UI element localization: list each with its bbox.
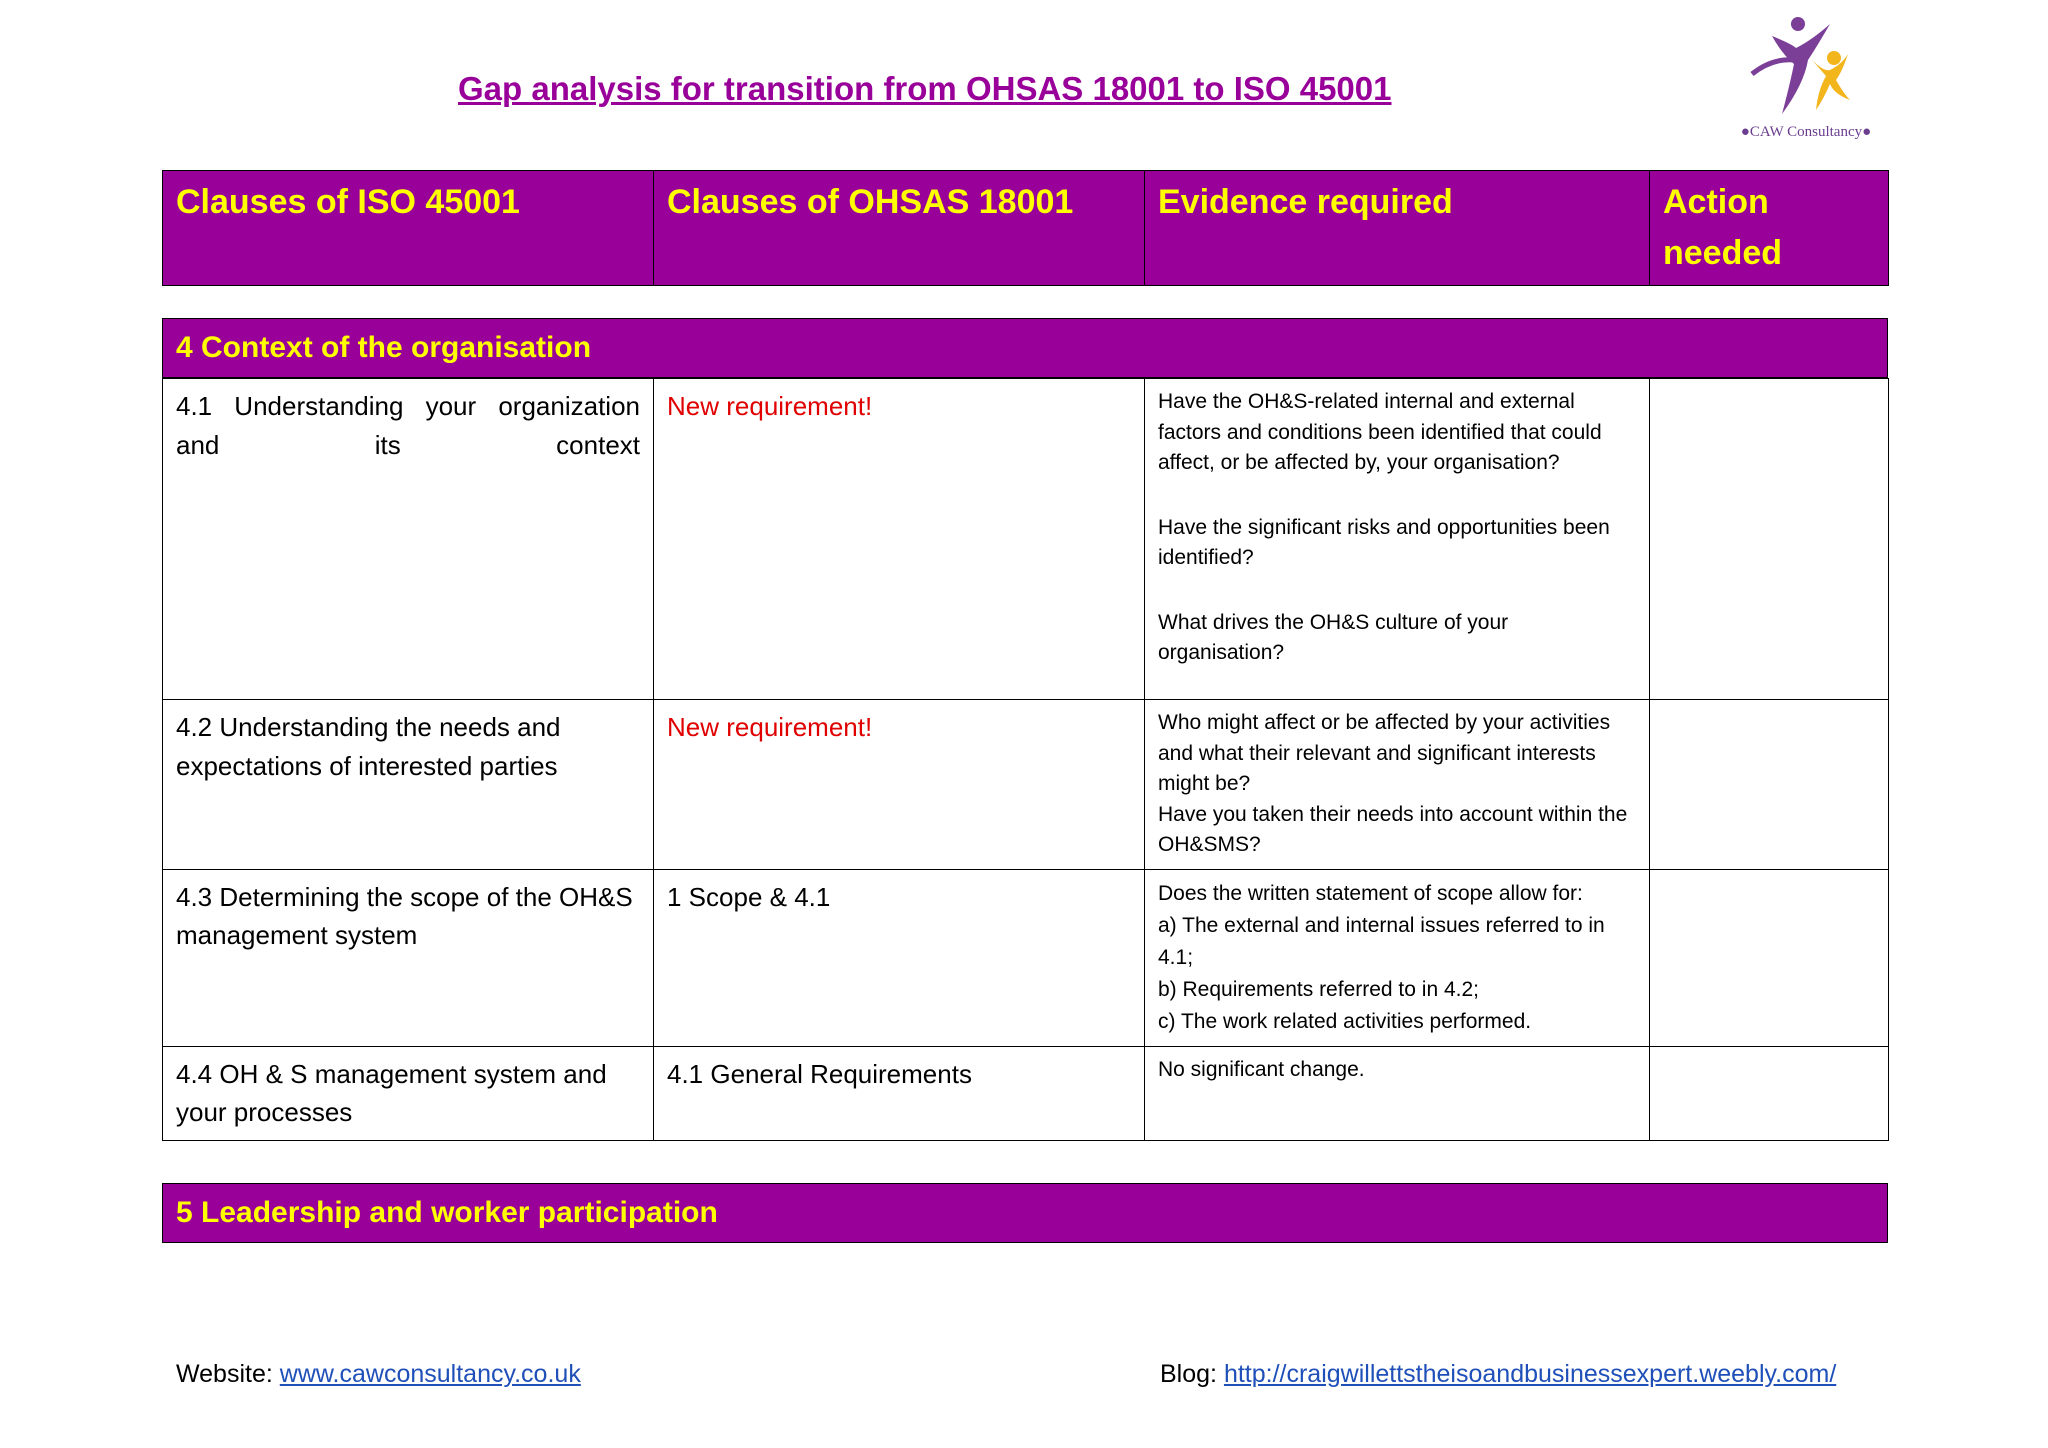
website-label: Website: xyxy=(176,1360,273,1388)
blog-label: Blog: xyxy=(1160,1360,1217,1388)
logo-caption: ●CAW Consultancy● xyxy=(1740,124,1872,140)
evidence-line: Does the written statement of scope allow for: xyxy=(1158,881,1583,905)
footer-blog xyxy=(1160,1360,1836,1389)
iso-clause-4-4: 4.4 OH & S management system and your processes xyxy=(163,1046,654,1140)
action-4-4[interactable] xyxy=(1650,1046,1889,1140)
clause-table xyxy=(162,378,1889,1141)
ohsas-clause-4-3: 1 Scope & 4.1 xyxy=(654,869,1145,1046)
evidence-line: Who might affect or be affected by your activities and what their relevant and significant interests might be? xyxy=(1158,711,1611,795)
evidence-line: No significant change. xyxy=(1158,1057,1365,1081)
column-header-table xyxy=(162,170,1889,286)
iso-clause-4-2: 4.2 Understanding the needs and expectations of interested parties xyxy=(163,700,654,870)
evidence-4-2 xyxy=(1145,700,1650,870)
evidence-line: Have the significant risks and opportunities been identified? xyxy=(1158,515,1610,569)
table-row xyxy=(163,700,1889,870)
page-title: Gap analysis for transition from OHSAS 18001 to ISO 45001 xyxy=(458,70,1392,107)
footer-website xyxy=(176,1360,581,1389)
iso-clause-4-3: 4.3 Determining the scope of the OH&S management system xyxy=(163,869,654,1046)
iso-clause-4-1: 4.1 Understanding your organization and its context xyxy=(163,379,654,700)
section-header-leadership: 5 Leadership and worker participation xyxy=(162,1183,1888,1243)
website-link[interactable]: www.cawconsultancy.co.uk xyxy=(279,1360,581,1388)
ohsas-clause-4-1: New requirement! xyxy=(654,379,1145,700)
evidence-line: b) Requirements referred to in 4.2; xyxy=(1158,977,1479,1001)
evidence-line: c) The work related activities performed. xyxy=(1158,1009,1532,1033)
ohsas-clause-4-2: New requirement! xyxy=(654,700,1145,870)
table-row xyxy=(163,869,1889,1046)
header-evidence-required: Evidence required xyxy=(1145,171,1650,286)
ohsas-clause-4-4: 4.1 General Requirements xyxy=(654,1046,1145,1140)
header-iso-clauses: Clauses of ISO 45001 xyxy=(163,171,654,286)
table-row xyxy=(163,1046,1889,1140)
evidence-4-3 xyxy=(1145,869,1650,1046)
action-4-3[interactable] xyxy=(1650,869,1889,1046)
header-ohsas-clauses: Clauses of OHSAS 18001 xyxy=(654,171,1145,286)
evidence-line: Have you taken their needs into account within the OH&SMS? xyxy=(1158,802,1628,856)
blog-link[interactable]: http://craigwillettstheisoandbusinessexpert.weebly.com/ xyxy=(1223,1360,1837,1388)
header-action-needed: Action needed xyxy=(1650,171,1889,286)
table-row xyxy=(163,379,1889,700)
action-4-1[interactable] xyxy=(1650,379,1889,700)
evidence-4-1 xyxy=(1145,379,1650,700)
section-header-context: 4 Context of the organisation xyxy=(162,318,1888,378)
evidence-line: Have the OH&S-related internal and external factors and conditions been identified that could affect, or be affected by, your organisation? xyxy=(1158,390,1602,474)
evidence-line: a) The external and internal issues referred to in 4.1; xyxy=(1158,913,1605,969)
evidence-line: What drives the OH&S culture of your organisation? xyxy=(1158,610,1509,664)
action-4-2[interactable] xyxy=(1650,700,1889,870)
evidence-4-4 xyxy=(1145,1046,1650,1140)
